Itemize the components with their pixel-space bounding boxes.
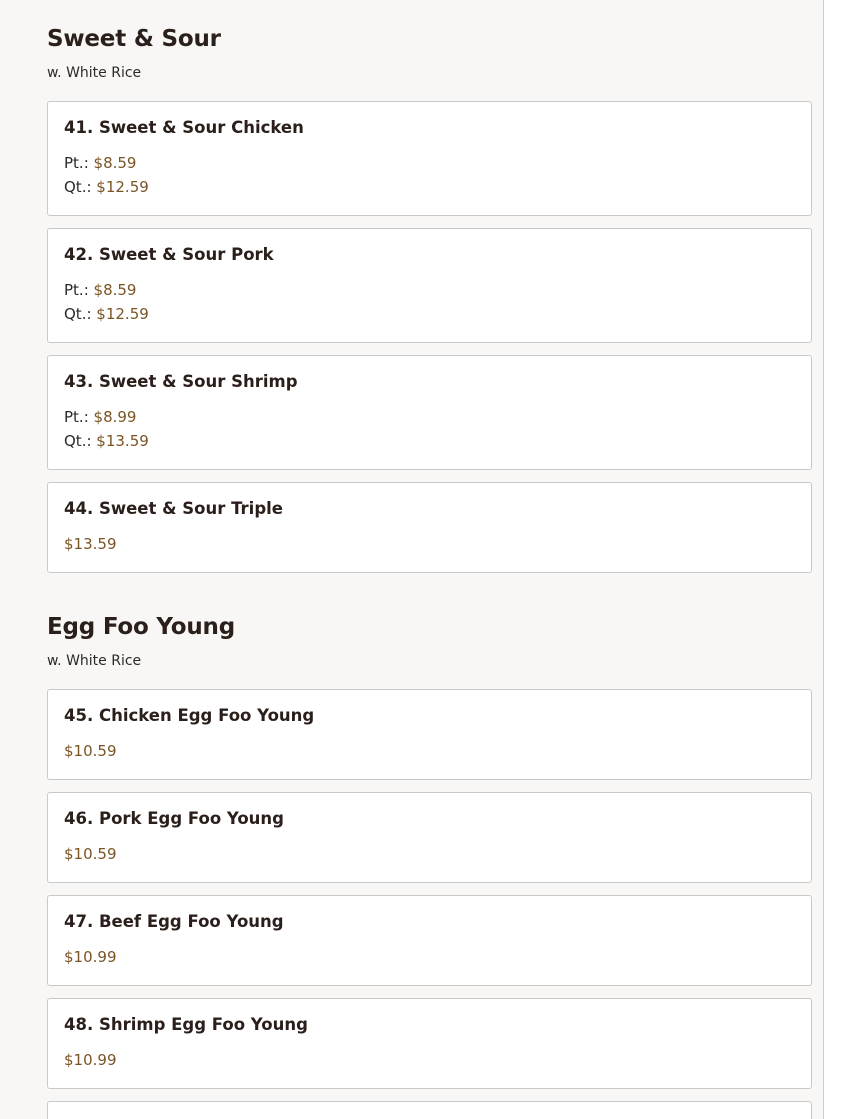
quart-price-line [64,178,149,196]
quart-label: Qt.: [64,305,92,323]
menu-item-card[interactable] [47,895,812,986]
quart-price-line [64,305,149,323]
menu-item-card[interactable] [47,1101,812,1119]
menu-item-name: 48. Shrimp Egg Foo Young [64,1015,308,1034]
menu-item-name: 44. Sweet & Sour Triple [64,499,283,518]
menu-item-name: 47. Beef Egg Foo Young [64,912,284,931]
menu-item-name: 42. Sweet & Sour Pork [64,245,274,264]
menu-item-card[interactable] [47,101,812,216]
menu-item-card[interactable] [47,482,812,573]
quart-price-line [64,432,149,450]
section-title: Sweet & Sour [47,26,221,52]
menu-item-card[interactable] [47,792,812,883]
pint-label: Pt.: [64,154,89,172]
menu-item-card[interactable] [47,689,812,780]
menu-item-price: $10.59 [64,845,117,863]
pint-price-line [64,154,136,172]
menu-item-price: $10.99 [64,948,117,966]
pint-label: Pt.: [64,281,89,299]
quart-label: Qt.: [64,432,92,450]
pint-price-line [64,408,136,426]
section-title: Egg Foo Young [47,614,235,640]
menu-item-price: $10.99 [64,1051,117,1069]
menu-item-price: $13.59 [64,535,117,553]
pint-price: $8.59 [93,154,137,172]
section-subtitle: w. White Rice [47,653,142,669]
section-subtitle: w. White Rice [47,65,142,81]
menu-item-name: 46. Pork Egg Foo Young [64,809,284,828]
pint-price: $8.59 [93,281,137,299]
quart-price: $12.59 [96,178,149,196]
menu-item-price: $10.59 [64,742,117,760]
pint-price-line [64,281,136,299]
quart-label: Qt.: [64,178,92,196]
quart-price: $12.59 [96,305,149,323]
quart-price: $13.59 [96,432,149,450]
menu-item-card[interactable] [47,228,812,343]
menu-item-name: 45. Chicken Egg Foo Young [64,706,315,725]
pint-label: Pt.: [64,408,89,426]
menu-item-name: 41. Sweet & Sour Chicken [64,118,304,137]
menu-item-card[interactable] [47,998,812,1089]
pint-price: $8.99 [93,408,137,426]
menu-item-card[interactable] [47,355,812,470]
menu-item-name: 43. Sweet & Sour Shrimp [64,372,298,391]
